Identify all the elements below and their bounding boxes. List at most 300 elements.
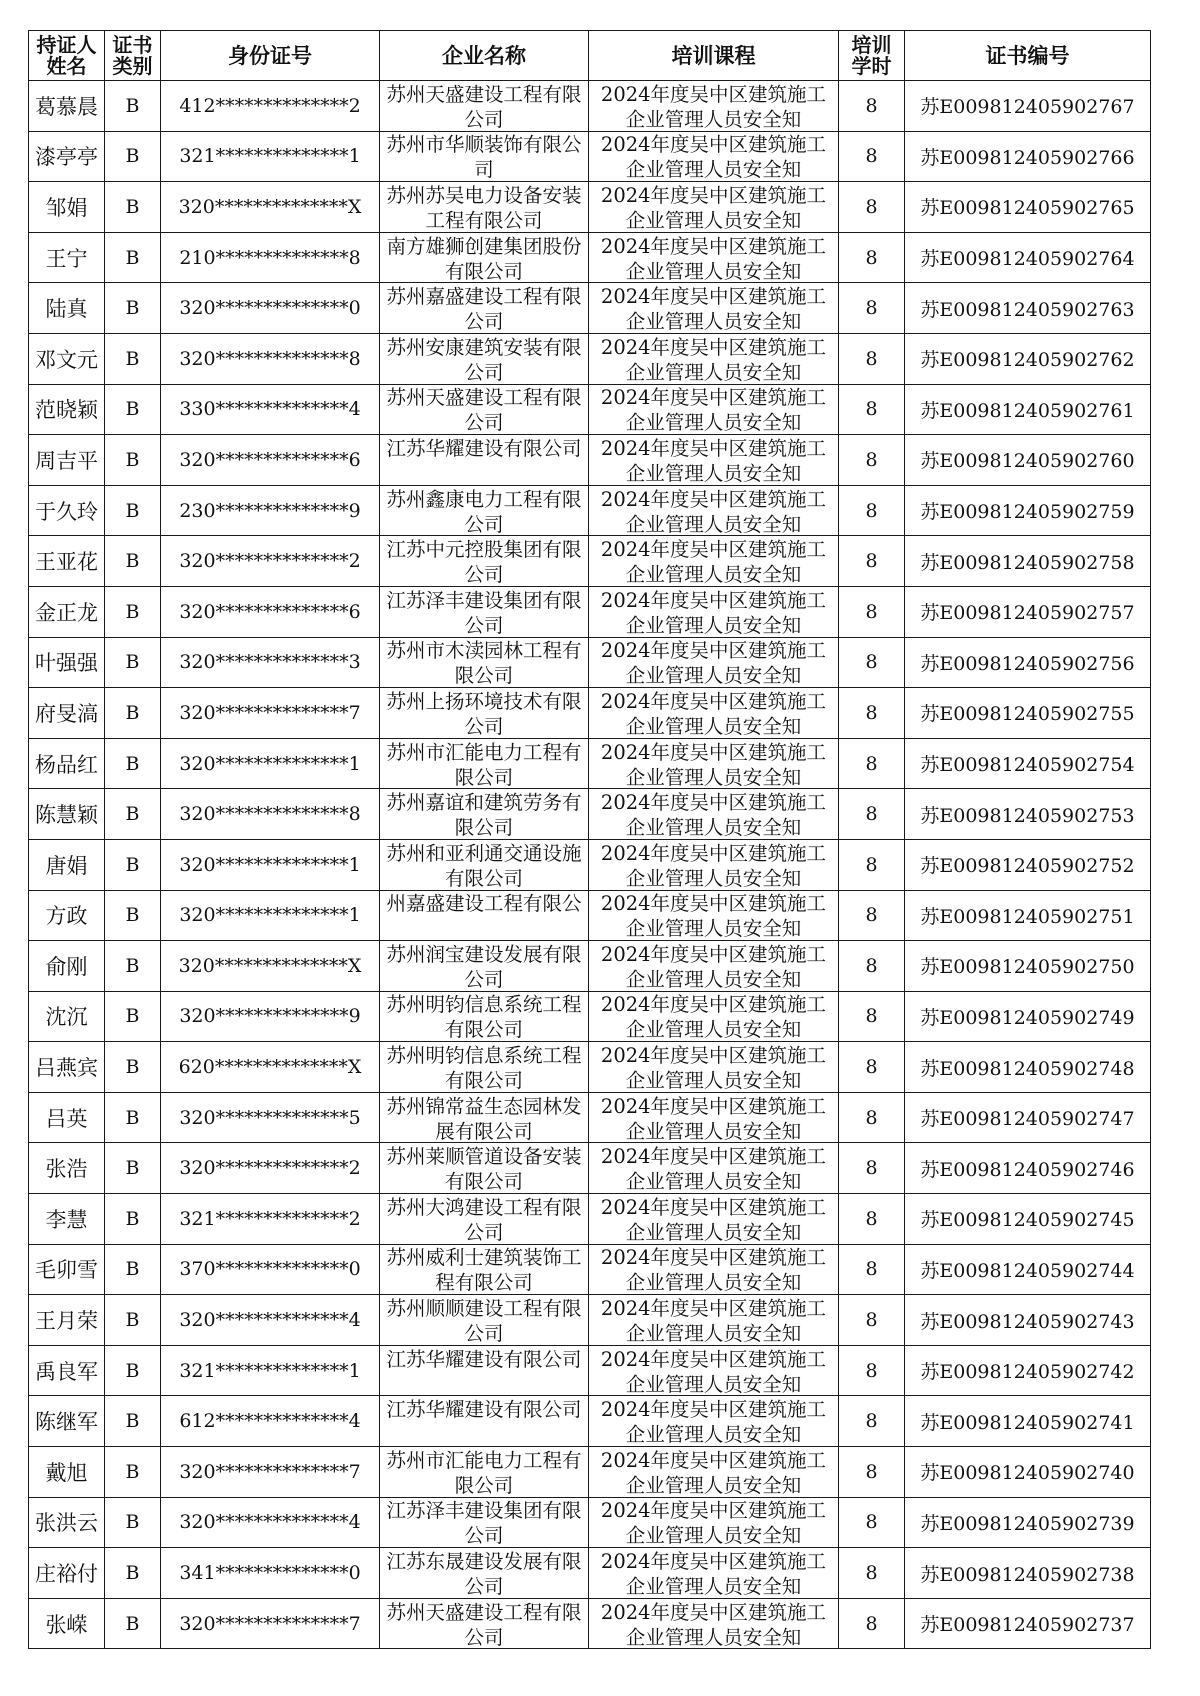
course-cell-text: 2024年度吴中区建筑施工企业管理人员安全知 <box>600 1600 827 1648</box>
company-cell <box>380 789 589 840</box>
course-cell-text: 2024年度吴中区建筑施工企业管理人员安全知 <box>600 1246 827 1294</box>
header-cert-category <box>105 31 161 81</box>
company-cell-text: 江苏泽丰建设集团有限公司 <box>386 588 582 636</box>
id-number-cell: 412**************2 <box>161 81 380 132</box>
id-number-cell: 320**************0 <box>161 283 380 334</box>
company-cell <box>380 1548 589 1599</box>
id-number-cell: 320**************2 <box>161 1143 380 1194</box>
training-hours-cell: 8 <box>839 991 905 1042</box>
company-cell-text: 苏州顺顺建设工程有限公司 <box>386 1297 582 1345</box>
table-row <box>29 1244 1151 1295</box>
table-row <box>29 1194 1151 1245</box>
header-company: 企业名称 <box>380 31 589 81</box>
id-number-cell: 320**************7 <box>161 1447 380 1498</box>
holder-name-cell: 唐娟 <box>29 839 105 890</box>
holder-name-cell: 王月荣 <box>29 1295 105 1346</box>
id-number-cell: 321**************2 <box>161 1194 380 1245</box>
holder-name-cell: 王亚花 <box>29 536 105 587</box>
cert-number-cell: 苏E009812405902739 <box>905 1497 1151 1548</box>
course-cell <box>589 1497 839 1548</box>
table-row <box>29 232 1151 283</box>
table-row <box>29 1345 1151 1396</box>
id-number-cell: 320**************7 <box>161 1598 380 1649</box>
header-holder-name <box>29 31 105 81</box>
training-hours-cell: 8 <box>839 1092 905 1143</box>
course-cell-text: 2024年度吴中区建筑施工企业管理人员安全知 <box>600 791 827 839</box>
holder-name-cell: 邹娟 <box>29 182 105 233</box>
cert-category-cell: B <box>105 941 161 992</box>
cert-category-cell: B <box>105 384 161 435</box>
table-row <box>29 1092 1151 1143</box>
cert-number-cell: 苏E009812405902747 <box>905 1092 1151 1143</box>
holder-name-cell: 吕英 <box>29 1092 105 1143</box>
cert-number-cell: 苏E009812405902741 <box>905 1396 1151 1447</box>
cert-category-cell: B <box>105 485 161 536</box>
holder-name-cell: 邓文元 <box>29 333 105 384</box>
id-number-cell: 341**************0 <box>161 1548 380 1599</box>
company-cell-text: 州嘉盛建设工程有限公 <box>386 892 582 916</box>
id-number-cell: 320**************8 <box>161 333 380 384</box>
cert-number-cell: 苏E009812405902744 <box>905 1244 1151 1295</box>
table-row <box>29 1598 1151 1649</box>
header-cert-category-line2: 类别 <box>112 53 153 78</box>
course-cell <box>589 1295 839 1346</box>
cert-category-cell: B <box>105 81 161 132</box>
id-number-cell: 612**************4 <box>161 1396 380 1447</box>
id-number-cell: 320**************7 <box>161 688 380 739</box>
id-number-cell: 370**************0 <box>161 1244 380 1295</box>
cert-number-cell: 苏E009812405902743 <box>905 1295 1151 1346</box>
training-hours-cell: 8 <box>839 1042 905 1093</box>
course-cell <box>589 1548 839 1599</box>
course-cell <box>589 1598 839 1649</box>
training-hours-cell: 8 <box>839 688 905 739</box>
cert-category-cell: B <box>105 1042 161 1093</box>
training-hours-cell: 8 <box>839 384 905 435</box>
course-cell-text: 2024年度吴中区建筑施工企业管理人员安全知 <box>600 386 827 434</box>
company-cell-text: 苏州润宝建设发展有限公司 <box>386 942 582 990</box>
training-hours-cell: 8 <box>839 232 905 283</box>
training-hours-cell: 8 <box>839 1295 905 1346</box>
id-number-cell: 320**************X <box>161 182 380 233</box>
course-cell <box>589 839 839 890</box>
training-hours-cell: 8 <box>839 890 905 941</box>
course-cell <box>589 688 839 739</box>
company-cell <box>380 1194 589 1245</box>
course-cell <box>589 384 839 435</box>
cert-category-cell: B <box>105 738 161 789</box>
course-cell-text: 2024年度吴中区建筑施工企业管理人员安全知 <box>600 538 827 586</box>
course-cell-text: 2024年度吴中区建筑施工企业管理人员安全知 <box>600 335 827 383</box>
holder-name-cell: 张洪云 <box>29 1497 105 1548</box>
course-cell <box>589 81 839 132</box>
cert-number-cell: 苏E009812405902753 <box>905 789 1151 840</box>
company-cell <box>380 1143 589 1194</box>
cert-number-cell: 苏E009812405902752 <box>905 839 1151 890</box>
table-row <box>29 586 1151 637</box>
company-cell <box>380 941 589 992</box>
cert-category-cell: B <box>105 890 161 941</box>
training-hours-cell: 8 <box>839 536 905 587</box>
cert-number-cell: 苏E009812405902765 <box>905 182 1151 233</box>
company-cell-text: 苏州和亚利通交通设施有限公司 <box>386 841 582 889</box>
company-cell <box>380 1345 589 1396</box>
training-hours-cell: 8 <box>839 586 905 637</box>
header-row <box>29 31 1151 81</box>
id-number-cell: 320**************4 <box>161 1295 380 1346</box>
course-cell <box>589 232 839 283</box>
training-hours-cell: 8 <box>839 485 905 536</box>
course-cell <box>589 991 839 1042</box>
cert-number-cell: 苏E009812405902748 <box>905 1042 1151 1093</box>
course-cell-text: 2024年度吴中区建筑施工企业管理人员安全知 <box>600 1550 827 1598</box>
course-cell <box>589 738 839 789</box>
table-row <box>29 182 1151 233</box>
training-hours-cell: 8 <box>839 81 905 132</box>
table-row <box>29 789 1151 840</box>
course-cell-text: 2024年度吴中区建筑施工企业管理人员安全知 <box>600 285 827 333</box>
cert-number-cell: 苏E009812405902740 <box>905 1447 1151 1498</box>
table-row <box>29 333 1151 384</box>
course-cell-text: 2024年度吴中区建筑施工企业管理人员安全知 <box>600 183 827 231</box>
course-cell-text: 2024年度吴中区建筑施工企业管理人员安全知 <box>600 1398 827 1446</box>
course-cell-text: 2024年度吴中区建筑施工企业管理人员安全知 <box>600 689 827 737</box>
id-number-cell: 321**************1 <box>161 1345 380 1396</box>
holder-name-cell: 吕燕宾 <box>29 1042 105 1093</box>
table-row <box>29 435 1151 486</box>
table-row <box>29 536 1151 587</box>
course-cell-text: 2024年度吴中区建筑施工企业管理人员安全知 <box>600 1044 827 1092</box>
holder-name-cell: 漆亭亭 <box>29 131 105 182</box>
holder-name-cell: 于久玲 <box>29 485 105 536</box>
company-cell-text: 苏州锦常益生态园林发展有限公司 <box>386 1094 582 1142</box>
company-cell <box>380 182 589 233</box>
company-cell <box>380 738 589 789</box>
cert-category-cell: B <box>105 232 161 283</box>
course-cell <box>589 536 839 587</box>
cert-category-cell: B <box>105 1244 161 1295</box>
training-hours-cell: 8 <box>839 1244 905 1295</box>
company-cell-text: 江苏中元控股集团有限公司 <box>386 538 582 586</box>
training-hours-cell: 8 <box>839 839 905 890</box>
company-cell <box>380 81 589 132</box>
id-number-cell: 320**************9 <box>161 991 380 1042</box>
course-cell-text: 2024年度吴中区建筑施工企业管理人员安全知 <box>600 436 827 484</box>
company-cell-text: 江苏华耀建设有限公司 <box>386 436 582 460</box>
cert-number-cell: 苏E009812405902737 <box>905 1598 1151 1649</box>
cert-category-cell: B <box>105 1092 161 1143</box>
cert-number-cell: 苏E009812405902766 <box>905 131 1151 182</box>
training-hours-cell: 8 <box>839 1194 905 1245</box>
table-row <box>29 1295 1151 1346</box>
course-cell-text: 2024年度吴中区建筑施工企业管理人员安全知 <box>600 234 827 282</box>
id-number-cell: 320**************2 <box>161 536 380 587</box>
table-header <box>29 31 1151 81</box>
company-cell <box>380 688 589 739</box>
cert-number-cell: 苏E009812405902767 <box>905 81 1151 132</box>
cert-category-cell: B <box>105 688 161 739</box>
course-cell-text: 2024年度吴中区建筑施工企业管理人员安全知 <box>600 1297 827 1345</box>
holder-name-cell: 陆真 <box>29 283 105 334</box>
header-holder-name-line1: 持证人 <box>36 32 97 57</box>
id-number-cell: 320**************5 <box>161 1092 380 1143</box>
holder-name-cell: 戴旭 <box>29 1447 105 1498</box>
course-cell-text: 2024年度吴中区建筑施工企业管理人员安全知 <box>600 1499 827 1547</box>
company-cell-text: 南方雄狮创建集团股份有限公司 <box>386 234 582 282</box>
cert-number-cell: 苏E009812405902759 <box>905 485 1151 536</box>
course-cell <box>589 890 839 941</box>
cert-number-cell: 苏E009812405902755 <box>905 688 1151 739</box>
course-cell <box>589 1042 839 1093</box>
course-cell <box>589 333 839 384</box>
company-cell-text: 苏州天盛建设工程有限公司 <box>386 386 582 434</box>
company-cell-text: 江苏东晟建设发展有限公司 <box>386 1550 582 1598</box>
id-number-cell: 321**************1 <box>161 131 380 182</box>
training-hours-cell: 8 <box>839 941 905 992</box>
cert-category-cell: B <box>105 435 161 486</box>
course-cell <box>589 1194 839 1245</box>
id-number-cell: 320**************1 <box>161 839 380 890</box>
company-cell-text: 苏州莱顺管道设备安装有限公司 <box>386 1145 582 1193</box>
holder-name-cell: 王宁 <box>29 232 105 283</box>
training-hours-cell: 8 <box>839 1345 905 1396</box>
cert-category-cell: B <box>105 586 161 637</box>
company-cell-text: 苏州威利士建筑装饰工程有限公司 <box>386 1246 582 1294</box>
company-cell-text: 苏州市华顺装饰有限公司 <box>386 133 582 181</box>
table-row <box>29 1143 1151 1194</box>
course-cell <box>589 1396 839 1447</box>
certificate-table <box>28 30 1151 1649</box>
id-number-cell: 210**************8 <box>161 232 380 283</box>
course-cell <box>589 586 839 637</box>
cert-number-cell: 苏E009812405902738 <box>905 1548 1151 1599</box>
id-number-cell: 320**************1 <box>161 738 380 789</box>
cert-number-cell: 苏E009812405902760 <box>905 435 1151 486</box>
table-row <box>29 1396 1151 1447</box>
cert-number-cell: 苏E009812405902754 <box>905 738 1151 789</box>
id-number-cell: 230**************9 <box>161 485 380 536</box>
course-cell-text: 2024年度吴中区建筑施工企业管理人员安全知 <box>600 1094 827 1142</box>
holder-name-cell: 杨品红 <box>29 738 105 789</box>
cert-category-cell: B <box>105 637 161 688</box>
course-cell-text: 2024年度吴中区建筑施工企业管理人员安全知 <box>600 892 827 940</box>
company-cell-text: 苏州市汇能电力工程有限公司 <box>386 740 582 788</box>
holder-name-cell: 俞刚 <box>29 941 105 992</box>
table-row <box>29 1548 1151 1599</box>
training-hours-cell: 8 <box>839 1598 905 1649</box>
cert-number-cell: 苏E009812405902745 <box>905 1194 1151 1245</box>
training-hours-cell: 8 <box>839 738 905 789</box>
course-cell <box>589 941 839 992</box>
table-row <box>29 283 1151 334</box>
course-cell-text: 2024年度吴中区建筑施工企业管理人员安全知 <box>600 82 827 130</box>
training-hours-cell: 8 <box>839 333 905 384</box>
table-row <box>29 738 1151 789</box>
id-number-cell: 320**************X <box>161 941 380 992</box>
course-cell-text: 2024年度吴中区建筑施工企业管理人员安全知 <box>600 487 827 535</box>
company-cell <box>380 1244 589 1295</box>
id-number-cell: 620**************X <box>161 1042 380 1093</box>
cert-number-cell: 苏E009812405902758 <box>905 536 1151 587</box>
header-training-hours-line2: 学时 <box>851 53 892 78</box>
cert-category-cell: B <box>105 1548 161 1599</box>
company-cell <box>380 283 589 334</box>
cert-number-cell: 苏E009812405902757 <box>905 586 1151 637</box>
course-cell-text: 2024年度吴中区建筑施工企业管理人员安全知 <box>600 740 827 788</box>
cert-number-cell: 苏E009812405902749 <box>905 991 1151 1042</box>
training-hours-cell: 8 <box>839 1497 905 1548</box>
company-cell-text: 苏州市木渎园林工程有限公司 <box>386 639 582 687</box>
company-cell <box>380 1092 589 1143</box>
holder-name-cell: 金正龙 <box>29 586 105 637</box>
cert-category-cell: B <box>105 1396 161 1447</box>
course-cell <box>589 1244 839 1295</box>
company-cell-text: 江苏华耀建设有限公司 <box>386 1398 582 1422</box>
id-number-cell: 320**************6 <box>161 435 380 486</box>
table-row <box>29 941 1151 992</box>
cert-number-cell: 苏E009812405902751 <box>905 890 1151 941</box>
company-cell <box>380 890 589 941</box>
course-cell <box>589 485 839 536</box>
id-number-cell: 320**************3 <box>161 637 380 688</box>
header-id-number: 身份证号 <box>161 31 380 81</box>
cert-category-cell: B <box>105 1345 161 1396</box>
company-cell <box>380 1042 589 1093</box>
course-cell <box>589 1092 839 1143</box>
cert-category-cell: B <box>105 536 161 587</box>
table-row <box>29 991 1151 1042</box>
table-row <box>29 688 1151 739</box>
course-cell-text: 2024年度吴中区建筑施工企业管理人员安全知 <box>600 133 827 181</box>
header-course: 培训课程 <box>589 31 839 81</box>
cert-category-cell: B <box>105 1497 161 1548</box>
company-cell <box>380 1447 589 1498</box>
holder-name-cell: 沈沉 <box>29 991 105 1042</box>
training-hours-cell: 8 <box>839 1548 905 1599</box>
company-cell-text: 苏州大鸿建设工程有限公司 <box>386 1195 582 1243</box>
company-cell <box>380 1295 589 1346</box>
training-hours-cell: 8 <box>839 1143 905 1194</box>
table-row <box>29 1497 1151 1548</box>
table-row <box>29 485 1151 536</box>
course-cell <box>589 435 839 486</box>
company-cell <box>380 839 589 890</box>
company-cell <box>380 435 589 486</box>
table-body <box>29 81 1151 1649</box>
cert-category-cell: B <box>105 789 161 840</box>
course-cell <box>589 131 839 182</box>
holder-name-cell: 葛慕晨 <box>29 81 105 132</box>
course-cell-text: 2024年度吴中区建筑施工企业管理人员安全知 <box>600 1347 827 1395</box>
course-cell <box>589 1345 839 1396</box>
company-cell <box>380 232 589 283</box>
cert-category-cell: B <box>105 131 161 182</box>
training-hours-cell: 8 <box>839 789 905 840</box>
course-cell <box>589 789 839 840</box>
header-training-hours-line1: 培训 <box>851 32 892 57</box>
course-cell-text: 2024年度吴中区建筑施工企业管理人员安全知 <box>600 993 827 1041</box>
id-number-cell: 320**************6 <box>161 586 380 637</box>
id-number-cell: 320**************8 <box>161 789 380 840</box>
holder-name-cell: 禹良军 <box>29 1345 105 1396</box>
table-row <box>29 637 1151 688</box>
header-training-hours <box>839 31 905 81</box>
holder-name-cell: 李慧 <box>29 1194 105 1245</box>
training-hours-cell: 8 <box>839 435 905 486</box>
course-cell-text: 2024年度吴中区建筑施工企业管理人员安全知 <box>600 1448 827 1496</box>
cert-number-cell: 苏E009812405902742 <box>905 1345 1151 1396</box>
company-cell <box>380 586 589 637</box>
table-row <box>29 1447 1151 1498</box>
company-cell-text: 苏州市汇能电力工程有限公司 <box>386 1448 582 1496</box>
course-cell <box>589 1447 839 1498</box>
company-cell-text: 苏州明钧信息系统工程有限公司 <box>386 1044 582 1092</box>
cert-number-cell: 苏E009812405902762 <box>905 333 1151 384</box>
cert-category-cell: B <box>105 991 161 1042</box>
cert-category-cell: B <box>105 1143 161 1194</box>
holder-name-cell: 周吉平 <box>29 435 105 486</box>
company-cell <box>380 485 589 536</box>
company-cell <box>380 1396 589 1447</box>
training-hours-cell: 8 <box>839 637 905 688</box>
course-cell-text: 2024年度吴中区建筑施工企业管理人员安全知 <box>600 942 827 990</box>
company-cell <box>380 1497 589 1548</box>
cert-category-cell: B <box>105 839 161 890</box>
course-cell-text: 2024年度吴中区建筑施工企业管理人员安全知 <box>600 1145 827 1193</box>
course-cell <box>589 182 839 233</box>
cert-category-cell: B <box>105 283 161 334</box>
company-cell-text: 苏州嘉盛建设工程有限公司 <box>386 285 582 333</box>
company-cell-text: 苏州明钧信息系统工程有限公司 <box>386 993 582 1041</box>
cert-number-cell: 苏E009812405902763 <box>905 283 1151 334</box>
holder-name-cell: 张浩 <box>29 1143 105 1194</box>
company-cell-text: 苏州上扬环境技术有限公司 <box>386 689 582 737</box>
cert-number-cell: 苏E009812405902764 <box>905 232 1151 283</box>
table-row <box>29 1042 1151 1093</box>
company-cell-text: 苏州天盛建设工程有限公司 <box>386 1600 582 1648</box>
id-number-cell: 320**************4 <box>161 1497 380 1548</box>
training-hours-cell: 8 <box>839 131 905 182</box>
header-cert-category-line1: 证书 <box>112 32 153 57</box>
company-cell <box>380 991 589 1042</box>
holder-name-cell: 张嵘 <box>29 1598 105 1649</box>
company-cell <box>380 131 589 182</box>
training-hours-cell: 8 <box>839 1447 905 1498</box>
holder-name-cell: 陈继军 <box>29 1396 105 1447</box>
company-cell <box>380 384 589 435</box>
training-hours-cell: 8 <box>839 1396 905 1447</box>
cert-category-cell: B <box>105 1598 161 1649</box>
cert-number-cell: 苏E009812405902756 <box>905 637 1151 688</box>
cert-category-cell: B <box>105 1295 161 1346</box>
cert-category-cell: B <box>105 182 161 233</box>
cert-category-cell: B <box>105 1194 161 1245</box>
company-cell-text: 苏州苏吴电力设备安装工程有限公司 <box>386 183 582 231</box>
company-cell-text: 苏州嘉谊和建筑劳务有限公司 <box>386 791 582 839</box>
id-number-cell: 320**************1 <box>161 890 380 941</box>
company-cell-text: 江苏泽丰建设集团有限公司 <box>386 1499 582 1547</box>
cert-number-cell: 苏E009812405902761 <box>905 384 1151 435</box>
company-cell-text: 苏州安康建筑安装有限公司 <box>386 335 582 383</box>
course-cell <box>589 283 839 334</box>
company-cell-text: 苏州鑫康电力工程有限公司 <box>386 487 582 535</box>
course-cell-text: 2024年度吴中区建筑施工企业管理人员安全知 <box>600 1195 827 1243</box>
table-row <box>29 81 1151 132</box>
company-cell-text: 江苏华耀建设有限公司 <box>386 1347 582 1371</box>
holder-name-cell: 陈慧颖 <box>29 789 105 840</box>
course-cell <box>589 1143 839 1194</box>
holder-name-cell: 方政 <box>29 890 105 941</box>
